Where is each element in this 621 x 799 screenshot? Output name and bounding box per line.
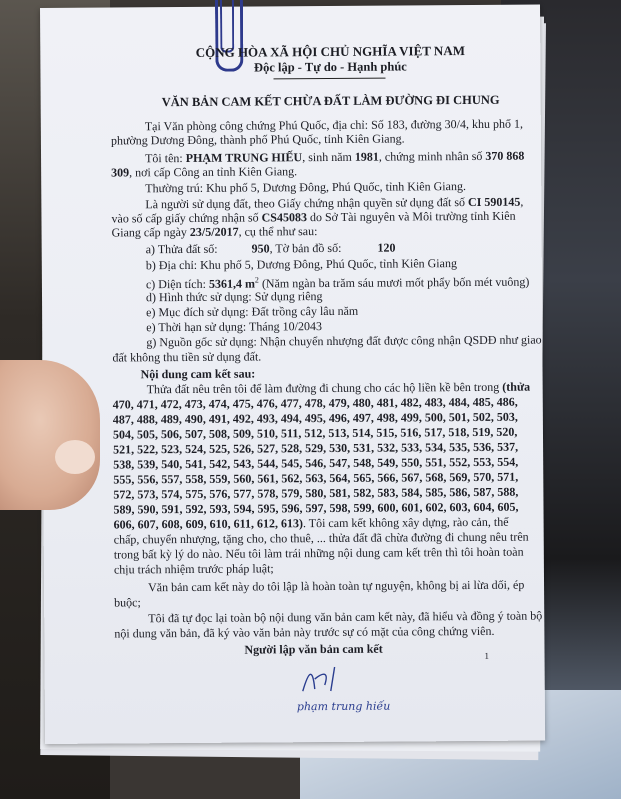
commitment-heading: Nội dung cam kết sau: bbox=[140, 366, 256, 382]
parcel-list-line: 589, 590, 591, 592, 593, 594, 595, 596, 597, 598, 599, 600, 601, 602, 603, 604, 605, bbox=[113, 499, 519, 517]
voluntary-line-2: buộc; bbox=[114, 595, 141, 610]
detail-a bbox=[146, 241, 396, 257]
book-post: do Sở Tài nguyên và Môi trường tỉnh Kiên bbox=[306, 208, 516, 225]
person-prefix: Tôi tên: bbox=[145, 150, 186, 166]
person-name: PHẠM TRUNG HIẾU bbox=[185, 150, 303, 165]
book-pre: vào số cấp giấy chứng nhận số bbox=[111, 210, 262, 226]
date-post: , cụ thể như sau: bbox=[238, 224, 318, 239]
land-cert-line-3 bbox=[112, 224, 318, 239]
handwritten-name: phạm trung hiếu bbox=[296, 699, 391, 714]
parcel-list-line: 555, 556, 557, 558, 559, 560, 561, 562, 563, 564, 565, 566, 567, 568, 569, 570, 571, bbox=[113, 469, 519, 487]
document-content bbox=[110, 4, 550, 577]
person-mid: , sinh năm bbox=[302, 149, 355, 165]
voluntary-line-1: Văn bản cam kết này do tôi lập là hoàn toàn tự nguyện, không bị ai lừa dối, ép bbox=[147, 577, 525, 595]
document-title: VĂN BẢN CAM KẾT CHỪA ĐẤT LÀM ĐƯỜNG ĐI CHUNG bbox=[161, 92, 500, 110]
detail-f: e) Thời hạn sử dụng: Tháng 10/2043 bbox=[146, 319, 323, 335]
commitment-tail-1: chấp, chuyển nhượng, tặng cho, cho thuê, ... thửa đất đã chừa đường đi chung nêu trên bbox=[113, 529, 529, 547]
issue-date: 23/5/2017 bbox=[189, 224, 239, 239]
detail-c: c) Diện tích: 5361,4 $m^2$ (Năm ngàn ba trăm sáu mươi mốt phẩy bốn mét vuông) bbox=[145, 274, 530, 292]
parcel-list-line: 572, 573, 574, 575, 576, 577, 578, 579, 580, 581, 582, 583, 584, 585, 586, 587, 588, bbox=[113, 484, 519, 502]
reread-line-1: Tôi đã tự đọc lại toàn bộ nội dung văn bản cam kết này, đã hiểu và đồng ý toàn bộ bbox=[148, 608, 543, 626]
parcel-list-last bbox=[114, 515, 509, 532]
signature-mark bbox=[295, 660, 415, 701]
land-cert-line-2 bbox=[111, 209, 515, 226]
commitment-p1-pre: Thửa đất nêu trên tôi để làm đường đi chung cho các hộ liền kề bên trong bbox=[146, 379, 503, 397]
detail-d: d) Hình thức sử dụng: Sử dụng riêng bbox=[145, 289, 323, 305]
land-cert-post: , bbox=[520, 194, 524, 209]
birth-year: 1981 bbox=[354, 149, 379, 164]
id-number-part2: 309 bbox=[111, 165, 130, 180]
area-label: c) Diện tích: bbox=[145, 276, 209, 292]
map-sheet-number: 120 bbox=[377, 240, 396, 255]
parcel-list-line: 470, 471, 472, 473, 474, 475, 476, 477, 478, 479, 480, 481, 482, 483, 484, 485, 486, bbox=[112, 394, 518, 412]
parcel-number: 950 bbox=[251, 241, 270, 256]
area-value: 5361,4 m bbox=[208, 276, 255, 291]
person-line-1 bbox=[145, 149, 524, 166]
detail-e: e) Mục đích sử dụng: Đất trồng cây lâu năm bbox=[146, 303, 359, 320]
thumb bbox=[0, 360, 100, 510]
intro-line-1: Tại Văn phòng công chứng Phú Quốc, địa chỉ: Số 183, đường 30/4, khu phố 1, bbox=[144, 116, 523, 134]
signer-title: Người lập văn bản cam kết bbox=[244, 641, 383, 657]
book-number: CS45083 bbox=[261, 210, 307, 225]
id-issued: , nơi cấp Công an tỉnh Kiên Giang. bbox=[129, 164, 298, 180]
commitment-tail-2: trong bất kỳ lý do nào. Nếu tôi làm trái những nội dung cam kết trên thì tôi hoàn toàn bbox=[113, 544, 524, 562]
parcel-list-line: 521, 522, 523, 524, 525, 526, 527, 528, 529, 530, 531, 532, 533, 534, 535, 536, 537, bbox=[113, 439, 519, 457]
reread-line-2: nội dung văn bản, đã ký vào văn bản này trước sự có mặt của công chứng viên. bbox=[114, 623, 495, 641]
motto: Độc lập - Tự do - Hạnh phúc bbox=[253, 59, 407, 75]
motto-underline bbox=[273, 78, 385, 80]
land-cert-pre: Là người sử dụng đất, theo Giấy chứng nhận quyền sử dụng đất số bbox=[145, 195, 469, 212]
certificate-number: CI 590145 bbox=[467, 194, 521, 210]
commitment-p1-first bbox=[147, 380, 531, 397]
document-page bbox=[40, 5, 545, 744]
area-words: (Năm ngàn ba trăm sáu mươi mốt phẩy bốn mét vuông) bbox=[258, 274, 530, 291]
map-sheet-label: , Tờ bản đồ số: bbox=[269, 240, 342, 256]
parcel-list-line: 538, 539, 540, 541, 542, 543, 544, 545, 546, 547, 548, 549, 550, 551, 552, 553, 554, bbox=[113, 454, 519, 472]
detail-g-1: g) Nguồn gốc sử dụng: Nhận chuyển nhượng đất được công nhận QSDĐ như giao bbox=[146, 332, 542, 350]
commitment-p1-bold: (thửa bbox=[502, 379, 531, 394]
person-line-2 bbox=[111, 164, 297, 179]
date-pre: Giang cấp ngày bbox=[111, 224, 190, 240]
country-heading: CỘNG HÒA XÃ HỘI CHỦ NGHĨA VIỆT NAM bbox=[195, 43, 466, 60]
intro-line-2: phường Dương Đông, thành phố Phú Quốc, tỉnh Kiên Giang. bbox=[110, 131, 405, 148]
commitment-tail-3: chịu trách nhiệm trước pháp luật; bbox=[113, 561, 274, 577]
thumb-nail bbox=[55, 440, 95, 474]
parcel-list-line: 504, 505, 506, 507, 508, 509, 510, 511, 512, 513, 514, 515, 516, 517, 518, 519, 520, bbox=[112, 424, 518, 442]
id-number-part1: 370 868 bbox=[485, 148, 525, 163]
parcel-list-line: 487, 488, 489, 490, 491, 492, 493, 494, 495, 496, 497, 498, 499, 500, 501, 502, 503, bbox=[112, 409, 518, 427]
commitment-no-build: . Tôi cam kết không xây dựng, rào cản, thế bbox=[302, 514, 509, 531]
person-mid2: , chứng minh nhân số bbox=[378, 148, 486, 164]
detail-g-2: đất không thu tiền sử dụng đất. bbox=[112, 349, 262, 365]
page-number: 1 bbox=[484, 650, 490, 661]
residence: Thường trú: Khu phố 5, Dương Đông, Phú Quốc, tỉnh Kiên Giang. bbox=[145, 179, 466, 196]
detail-b: b) Địa chỉ: Khu phố 5, Dương Đông, Phú Quốc, tỉnh Kiên Giang bbox=[145, 256, 457, 273]
parcel-label: a) Thửa đất số: bbox=[145, 241, 218, 257]
parcel-list-end: 606, 607, 608, 609, 610, 611, 612, 613) bbox=[113, 516, 303, 532]
